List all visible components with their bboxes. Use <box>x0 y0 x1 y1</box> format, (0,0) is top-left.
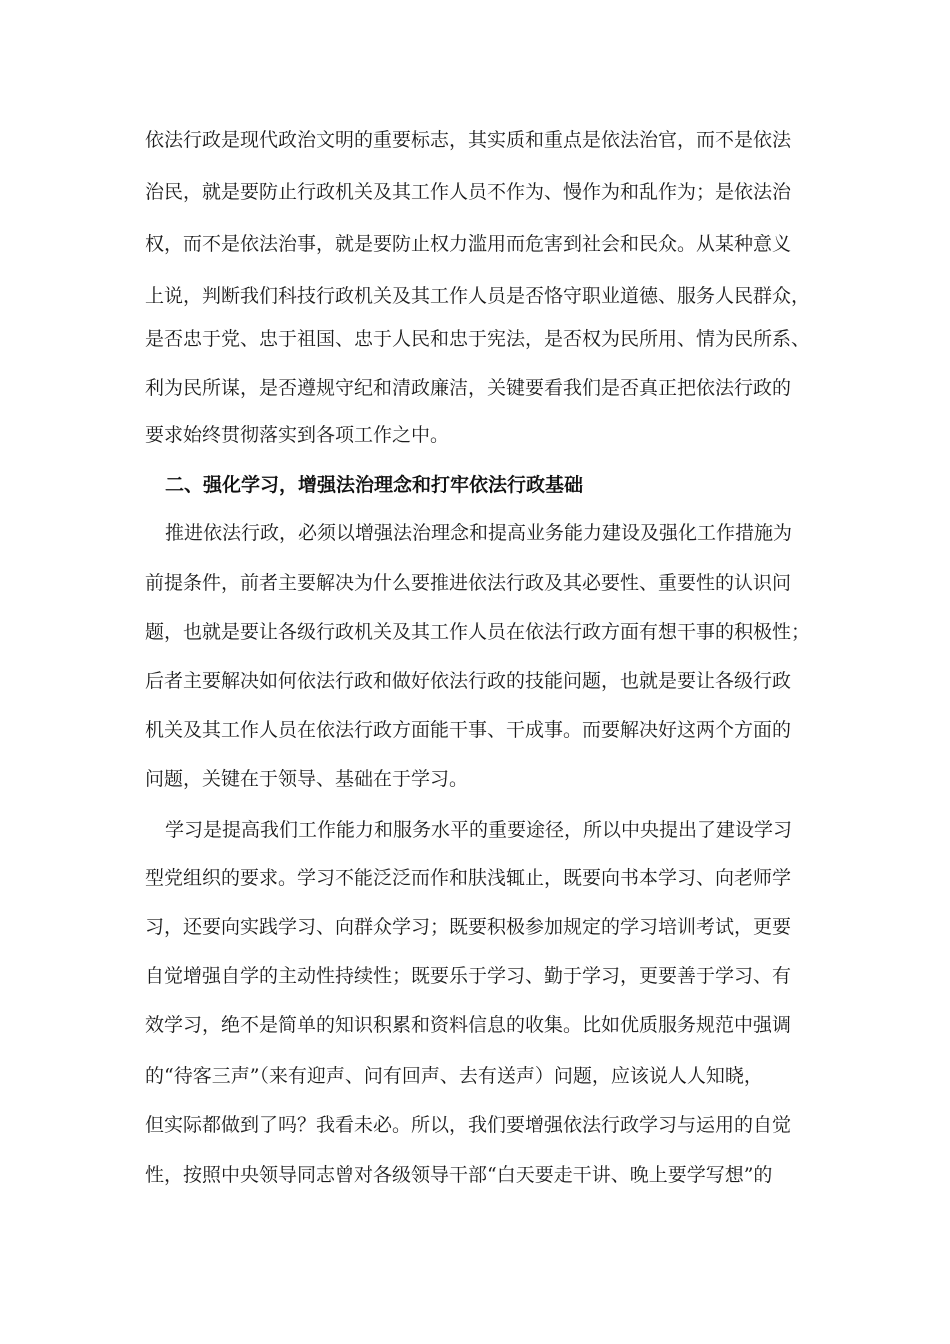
section-heading: 二、强化学习，增强法治理念和打牢依法行政基础 <box>165 474 584 496</box>
paragraph-line: 治民，就是要防止行政机关及其工作人员不作为、慢作为和乱作为；是依法治 <box>145 181 792 203</box>
paragraph-line: 自觉增强自学的主动性持续性；既要乐于学习、勤于学习，更要善于学习、有 <box>145 965 792 987</box>
paragraph-line: 后者主要解决如何依法行政和做好依法行政的技能问题，也就是要让各级行政 <box>145 670 792 692</box>
paragraph-line: 习，还要向实践学习、向群众学习；既要积极参加规定的学习培训考试，更要 <box>145 916 792 938</box>
paragraph-line: 上说，判断我们科技行政机关及其工作人员是否恪守职业道德、服务人民群众， <box>145 285 811 307</box>
paragraph-line: 的“待客三声”（来有迎声、问有回声、去有送声）问题，应该说人人知晓， <box>145 1065 763 1087</box>
paragraph-line: 性，按照中央领导同志曾对各级领导干部“白天要走干讲、晚上要学写想”的 <box>145 1164 773 1186</box>
paragraph-line: 但实际都做到了吗？我看未必。所以，我们要增强依法行政学习与运用的自觉 <box>145 1114 792 1136</box>
paragraph-line: 题，也就是要让各级行政机关及其工作人员在依法行政方面有想干事的积极性； <box>145 621 811 643</box>
paragraph-line: 依法行政是现代政治文明的重要标志，其实质和重点是依法治官，而不是依法 <box>145 129 792 151</box>
paragraph-line: 效学习，绝不是简单的知识积累和资料信息的收集。比如优质服务规范中强调 <box>145 1014 792 1036</box>
paragraph-line: 学习是提高我们工作能力和服务水平的重要途径，所以中央提出了建设学习 <box>165 819 793 841</box>
paragraph-line: 利为民所谋，是否遵规守纪和清政廉洁，关键要看我们是否真正把依法行政的 <box>145 377 792 399</box>
paragraph-line: 是否忠于党、忠于祖国、忠于人民和忠于宪法，是否权为民所用、情为民所系、 <box>145 328 811 350</box>
paragraph-line: 前提条件，前者主要解决为什么要推进依法行政及其必要性、重要性的认识问 <box>145 572 792 594</box>
paragraph-line: 型党组织的要求。学习不能泛泛而作和肤浅辄止，既要向书本学习、向老师学 <box>145 867 792 889</box>
paragraph-line: 问题，关键在于领导、基础在于学习。 <box>145 768 469 790</box>
paragraph-line: 推进依法行政，必须以增强法治理念和提高业务能力建设及强化工作措施为 <box>165 522 793 544</box>
paragraph-line: 要求始终贯彻落实到各项工作之中。 <box>145 424 450 446</box>
paragraph-line: 机关及其工作人员在依法行政方面能干事、干成事。而要解决好这两个方面的 <box>145 719 792 741</box>
paragraph-line: 权，而不是依法治事，就是要防止权力滥用而危害到社会和民众。从某种意义 <box>145 233 792 255</box>
